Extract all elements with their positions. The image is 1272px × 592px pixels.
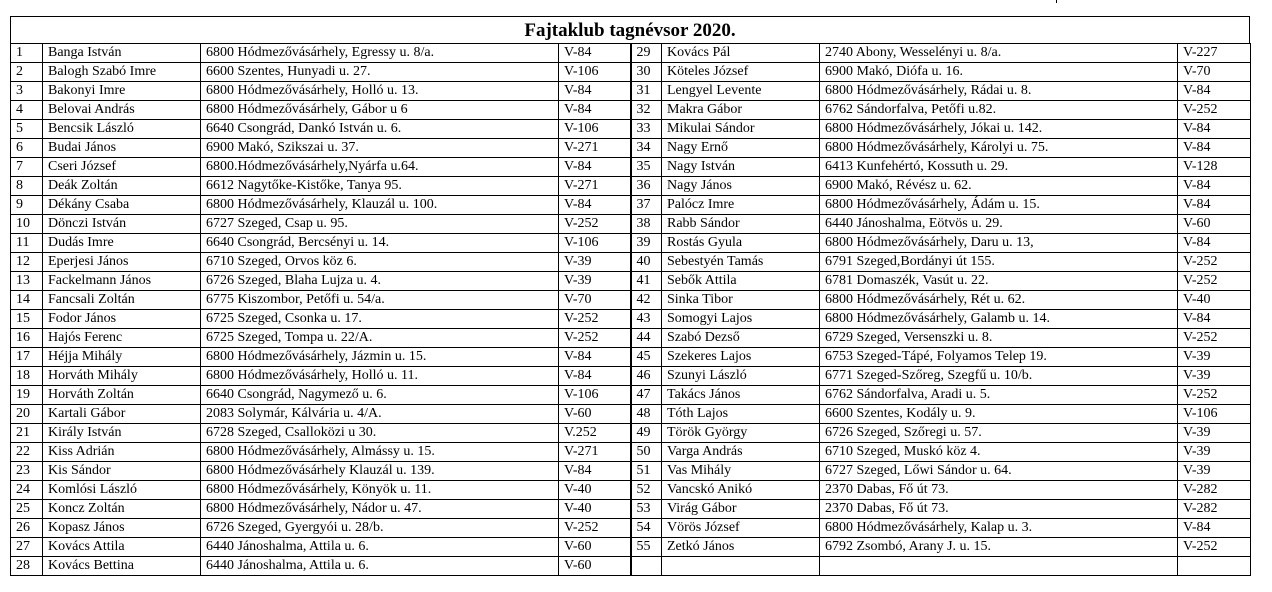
member-code: V-271	[559, 177, 631, 196]
table-row	[11, 82, 1251, 101]
member-number: 10	[11, 215, 43, 234]
member-address: 6791 Szeged,Bordányi út 155.	[820, 253, 1178, 272]
member-address: 6726 Szeged, Blaha Lujza u. 4.	[201, 272, 559, 291]
member-name: Budai János	[43, 139, 201, 158]
member-address: 6900 Makó, Diófa u. 16.	[820, 63, 1178, 82]
member-code: V-60	[1178, 215, 1251, 234]
member-name: Balogh Szabó Imre	[43, 63, 201, 82]
member-code: V-70	[1178, 63, 1251, 82]
member-code: V-106	[559, 63, 631, 82]
member-number: 53	[631, 500, 662, 519]
member-name: Dékány Csaba	[43, 196, 201, 215]
member-number: 7	[11, 158, 43, 177]
member-name: Eperjesi János	[43, 253, 201, 272]
member-number: 47	[631, 386, 662, 405]
table-row	[11, 63, 1251, 82]
member-address: 6762 Sándorfalva, Aradi u. 5.	[820, 386, 1178, 405]
member-name: Sinka Tibor	[662, 291, 820, 310]
member-code: V-252	[1178, 272, 1251, 291]
member-number: 32	[631, 101, 662, 120]
member-address: 2083 Solymár, Kálvária u. 4/A.	[201, 405, 559, 424]
member-address: 2370 Dabas, Fő út 73.	[820, 500, 1178, 519]
member-code: V-106	[1178, 405, 1251, 424]
member-number: 9	[11, 196, 43, 215]
member-name: Szabó Dezső	[662, 329, 820, 348]
table-row	[11, 139, 1251, 158]
member-number: 54	[631, 519, 662, 538]
member-name: Horváth Zoltán	[43, 386, 201, 405]
table-row	[11, 481, 1251, 500]
member-code: V-40	[559, 500, 631, 519]
member-roster	[10, 16, 1250, 576]
member-number: 2	[11, 63, 43, 82]
member-number: 38	[631, 215, 662, 234]
member-number: 26	[11, 519, 43, 538]
member-name: Vancskó Anikó	[662, 481, 820, 500]
member-code: V-252	[559, 329, 631, 348]
member-name: Tóth Lajos	[662, 405, 820, 424]
member-code: V-60	[559, 557, 631, 576]
member-code: V-39	[1178, 367, 1251, 386]
roster-title: Fajtaklub tagnévsor 2020.	[10, 16, 1250, 43]
member-address: 6726 Szeged, Szőregi u. 57.	[820, 424, 1178, 443]
member-address: 6600 Szentes, Kodály u. 9.	[820, 405, 1178, 424]
member-name: Dönczi István	[43, 215, 201, 234]
member-code: V-84	[1178, 196, 1251, 215]
member-name: Sebők Attila	[662, 272, 820, 291]
member-code: V-39	[1178, 424, 1251, 443]
table-row	[11, 443, 1251, 462]
member-name: Kopasz János	[43, 519, 201, 538]
member-number: 45	[631, 348, 662, 367]
member-code: V-84	[559, 462, 631, 481]
member-name: Horváth Mihály	[43, 367, 201, 386]
member-name: Szunyi László	[662, 367, 820, 386]
member-code: V-227	[1178, 44, 1251, 63]
member-number: 33	[631, 120, 662, 139]
member-address: 6792 Zsombó, Arany J. u. 15.	[820, 538, 1178, 557]
member-address: 6727 Szeged, Csap u. 95.	[201, 215, 559, 234]
member-number: 46	[631, 367, 662, 386]
member-address: 6762 Sándorfalva, Petőfi u.82.	[820, 101, 1178, 120]
member-number: 50	[631, 443, 662, 462]
member-code: V-84	[559, 348, 631, 367]
member-number: 18	[11, 367, 43, 386]
member-address: 6413 Kunfehértó, Kossuth u. 29.	[820, 158, 1178, 177]
member-address: 6800 Hódmezővásárhely, Klauzál u. 100.	[201, 196, 559, 215]
member-code: V-252	[1178, 538, 1251, 557]
member-name: Vas Mihály	[662, 462, 820, 481]
member-address: 6800 Hódmezővásárhely, Jókai u. 142.	[820, 120, 1178, 139]
member-number: 28	[11, 557, 43, 576]
member-name: Mikulai Sándor	[662, 120, 820, 139]
member-address: 6800 Hódmezővásárhely, Galamb u. 14.	[820, 310, 1178, 329]
member-number: 5	[11, 120, 43, 139]
member-address: 6800 Hódmezővásárhely, Gábor u 6	[201, 101, 559, 120]
member-number: 42	[631, 291, 662, 310]
member-code: V-84	[559, 101, 631, 120]
table-row	[11, 158, 1251, 177]
member-code: V-252	[1178, 101, 1251, 120]
member-name: Köteles József	[662, 63, 820, 82]
member-code: V-84	[1178, 120, 1251, 139]
member-code: V-39	[1178, 462, 1251, 481]
member-number: 15	[11, 310, 43, 329]
member-address: 6800 Hódmezővásárhely, Könyök u. 11.	[201, 481, 559, 500]
member-name: Rostás Gyula	[662, 234, 820, 253]
member-name: Török György	[662, 424, 820, 443]
member-code: V-39	[559, 253, 631, 272]
member-code: V-252	[1178, 329, 1251, 348]
member-code: V-40	[559, 481, 631, 500]
member-code: V-84	[559, 196, 631, 215]
member-code: V-84	[1178, 139, 1251, 158]
member-code: V-106	[559, 120, 631, 139]
member-number: 49	[631, 424, 662, 443]
member-address: 6900 Makó, Révész u. 62.	[820, 177, 1178, 196]
table-row	[11, 196, 1251, 215]
member-address: 6781 Domaszék, Vasút u. 22.	[820, 272, 1178, 291]
member-name: Sebestyén Tamás	[662, 253, 820, 272]
member-address: 6800.Hódmezővásárhely,Nyárfa u.64.	[201, 158, 559, 177]
table-row	[11, 367, 1251, 386]
member-address: 6800 Hódmezővásárhely, Jázmin u. 15.	[201, 348, 559, 367]
member-name: Kovács Bettina	[43, 557, 201, 576]
member-name: Rabb Sándor	[662, 215, 820, 234]
member-number: 23	[11, 462, 43, 481]
empty-cell	[820, 557, 1178, 576]
member-name: Kovács Pál	[662, 44, 820, 63]
member-code: V-84	[559, 367, 631, 386]
member-name: Varga András	[662, 443, 820, 462]
member-name: Kis Sándor	[43, 462, 201, 481]
table-row	[11, 234, 1251, 253]
member-number: 27	[11, 538, 43, 557]
table-row	[11, 177, 1251, 196]
member-number: 13	[11, 272, 43, 291]
member-name: Hajós Ferenc	[43, 329, 201, 348]
member-code: V-84	[1178, 177, 1251, 196]
empty-cell	[631, 557, 662, 576]
member-code: V-84	[1178, 82, 1251, 101]
member-code: V-39	[1178, 443, 1251, 462]
member-address: 6800 Hódmezővásárhely, Almássy u. 15.	[201, 443, 559, 462]
table-row	[11, 538, 1251, 557]
member-code: V-252	[559, 519, 631, 538]
member-address: 6753 Szeged-Tápé, Folyamos Telep 19.	[820, 348, 1178, 367]
table-row	[11, 272, 1251, 291]
member-name: Nagy Ernő	[662, 139, 820, 158]
member-number: 1	[11, 44, 43, 63]
member-code: V-84	[1178, 310, 1251, 329]
member-name: Király István	[43, 424, 201, 443]
member-number: 37	[631, 196, 662, 215]
table-row	[11, 405, 1251, 424]
member-code: V-70	[559, 291, 631, 310]
member-number: 43	[631, 310, 662, 329]
member-name: Koncz Zoltán	[43, 500, 201, 519]
member-address: 6600 Szentes, Hunyadi u. 27.	[201, 63, 559, 82]
member-number: 22	[11, 443, 43, 462]
member-code: V-252	[559, 310, 631, 329]
member-code: V-252	[1178, 253, 1251, 272]
member-address: 6710 Szeged, Orvos köz 6.	[201, 253, 559, 272]
member-name: Héjja Mihály	[43, 348, 201, 367]
member-name: Zetkó János	[662, 538, 820, 557]
member-name: Banga István	[43, 44, 201, 63]
member-code: V-39	[559, 272, 631, 291]
member-address: 6800 Hódmezővásárhely, Nádor u. 47.	[201, 500, 559, 519]
member-address: 6725 Szeged, Csonka u. 17.	[201, 310, 559, 329]
member-name: Nagy István	[662, 158, 820, 177]
member-number: 52	[631, 481, 662, 500]
member-code: V-39	[1178, 348, 1251, 367]
member-address: 6440 Jánoshalma, Attila u. 6.	[201, 557, 559, 576]
table-row	[11, 310, 1251, 329]
member-address: 6640 Csongrád, Nagymező u. 6.	[201, 386, 559, 405]
stray-mark	[1056, 0, 1057, 3]
member-address: 6900 Makó, Szikszai u. 37.	[201, 139, 559, 158]
member-address: 6800 Hódmezővásárhely Klauzál u. 139.	[201, 462, 559, 481]
member-address: 6800 Hódmezővásárhely, Holló u. 13.	[201, 82, 559, 101]
member-address: 6800 Hódmezővásárhely, Kalap u. 3.	[820, 519, 1178, 538]
member-code: V-282	[1178, 500, 1251, 519]
member-address: 6800 Hódmezővásárhely, Ádám u. 15.	[820, 196, 1178, 215]
member-address: 6800 Hódmezővásárhely, Rét u. 62.	[820, 291, 1178, 310]
member-name: Dudás Imre	[43, 234, 201, 253]
member-name: Fodor János	[43, 310, 201, 329]
member-address: 6800 Hódmezővásárhely, Károlyi u. 75.	[820, 139, 1178, 158]
member-number: 31	[631, 82, 662, 101]
member-name: Palócz Imre	[662, 196, 820, 215]
table-row	[11, 462, 1251, 481]
member-number: 55	[631, 538, 662, 557]
member-number: 44	[631, 329, 662, 348]
member-address: 6726 Szeged, Gyergyói u. 28/b.	[201, 519, 559, 538]
member-number: 3	[11, 82, 43, 101]
member-code: V-252	[559, 215, 631, 234]
member-number: 12	[11, 253, 43, 272]
table-row	[11, 291, 1251, 310]
member-name: Bakonyi Imre	[43, 82, 201, 101]
member-address: 6640 Csongrád, Bercsényi u. 14.	[201, 234, 559, 253]
member-name: Kovács Attila	[43, 538, 201, 557]
member-number: 30	[631, 63, 662, 82]
member-number: 34	[631, 139, 662, 158]
member-name: Fackelmann János	[43, 272, 201, 291]
member-number: 21	[11, 424, 43, 443]
table-row	[11, 101, 1251, 120]
member-code: V-271	[559, 139, 631, 158]
table-row	[11, 215, 1251, 234]
table-row	[11, 44, 1251, 63]
member-name: Takács János	[662, 386, 820, 405]
member-address: 6800 Hódmezővásárhely, Egressy u. 8/a.	[201, 44, 559, 63]
member-name: Cseri József	[43, 158, 201, 177]
table-row	[11, 519, 1251, 538]
member-number: 6	[11, 139, 43, 158]
member-address: 6710 Szeged, Muskó köz 4.	[820, 443, 1178, 462]
member-code: V-106	[559, 386, 631, 405]
member-name: Komlósi László	[43, 481, 201, 500]
member-address: 6440 Jánoshalma, Eötvös u. 29.	[820, 215, 1178, 234]
member-number: 4	[11, 101, 43, 120]
member-name: Kiss Adrián	[43, 443, 201, 462]
member-code: V-60	[559, 538, 631, 557]
member-number: 36	[631, 177, 662, 196]
member-code: V-84	[559, 82, 631, 101]
member-address: 2740 Abony, Wesselényi u. 8/a.	[820, 44, 1178, 63]
member-address: 6800 Hódmezővásárhely, Daru u. 13,	[820, 234, 1178, 253]
empty-cell	[1178, 557, 1251, 576]
member-number: 17	[11, 348, 43, 367]
member-name: Bencsik László	[43, 120, 201, 139]
member-name: Vörös József	[662, 519, 820, 538]
member-code: V-84	[559, 44, 631, 63]
member-code: V-60	[559, 405, 631, 424]
member-number: 35	[631, 158, 662, 177]
member-name: Deák Zoltán	[43, 177, 201, 196]
member-number: 24	[11, 481, 43, 500]
roster-body	[11, 44, 1251, 576]
table-row	[11, 424, 1251, 443]
table-row	[11, 253, 1251, 272]
member-name: Virág Gábor	[662, 500, 820, 519]
member-number: 14	[11, 291, 43, 310]
member-address: 6612 Nagytőke-Kistőke, Tanya 95.	[201, 177, 559, 196]
member-address: 6800 Hódmezővásárhely, Holló u. 11.	[201, 367, 559, 386]
member-number: 29	[631, 44, 662, 63]
member-address: 6729 Szeged, Versenszki u. 8.	[820, 329, 1178, 348]
member-code: V-282	[1178, 481, 1251, 500]
member-number: 11	[11, 234, 43, 253]
member-code: V-128	[1178, 158, 1251, 177]
member-address: 6775 Kiszombor, Petőfi u. 54/a.	[201, 291, 559, 310]
table-row	[11, 500, 1251, 519]
member-number: 51	[631, 462, 662, 481]
member-code: V-84	[559, 158, 631, 177]
member-address: 2370 Dabas, Fő út 73.	[820, 481, 1178, 500]
table-row	[11, 329, 1251, 348]
member-number: 41	[631, 272, 662, 291]
member-number: 20	[11, 405, 43, 424]
member-number: 19	[11, 386, 43, 405]
member-code: V-252	[1178, 386, 1251, 405]
member-code: V-84	[1178, 519, 1251, 538]
member-name: Fancsali Zoltán	[43, 291, 201, 310]
member-name: Belovai András	[43, 101, 201, 120]
table-row	[11, 557, 1251, 576]
member-name: Szekeres Lajos	[662, 348, 820, 367]
member-code: V-271	[559, 443, 631, 462]
member-address: 6727 Szeged, Lőwi Sándor u. 64.	[820, 462, 1178, 481]
member-name: Lengyel Levente	[662, 82, 820, 101]
member-name: Makra Gábor	[662, 101, 820, 120]
member-address: 6725 Szeged, Tompa u. 22/A.	[201, 329, 559, 348]
member-number: 39	[631, 234, 662, 253]
member-address: 6728 Szeged, Csalloközi u 30.	[201, 424, 559, 443]
member-code: V-84	[1178, 234, 1251, 253]
member-number: 48	[631, 405, 662, 424]
roster-table	[10, 43, 1251, 576]
member-number: 8	[11, 177, 43, 196]
member-code: V-106	[559, 234, 631, 253]
member-number: 25	[11, 500, 43, 519]
table-row	[11, 348, 1251, 367]
member-address: 6440 Jánoshalma, Attila u. 6.	[201, 538, 559, 557]
member-code: V-40	[1178, 291, 1251, 310]
member-code: V.252	[559, 424, 631, 443]
member-address: 6640 Csongrád, Dankó István u. 6.	[201, 120, 559, 139]
member-name: Kartali Gábor	[43, 405, 201, 424]
member-number: 16	[11, 329, 43, 348]
member-name: Nagy János	[662, 177, 820, 196]
table-row	[11, 386, 1251, 405]
member-address: 6771 Szeged-Szőreg, Szegfű u. 10/b.	[820, 367, 1178, 386]
empty-cell	[662, 557, 820, 576]
member-name: Somogyi Lajos	[662, 310, 820, 329]
member-number: 40	[631, 253, 662, 272]
table-row	[11, 120, 1251, 139]
member-address: 6800 Hódmezővásárhely, Rádai u. 8.	[820, 82, 1178, 101]
